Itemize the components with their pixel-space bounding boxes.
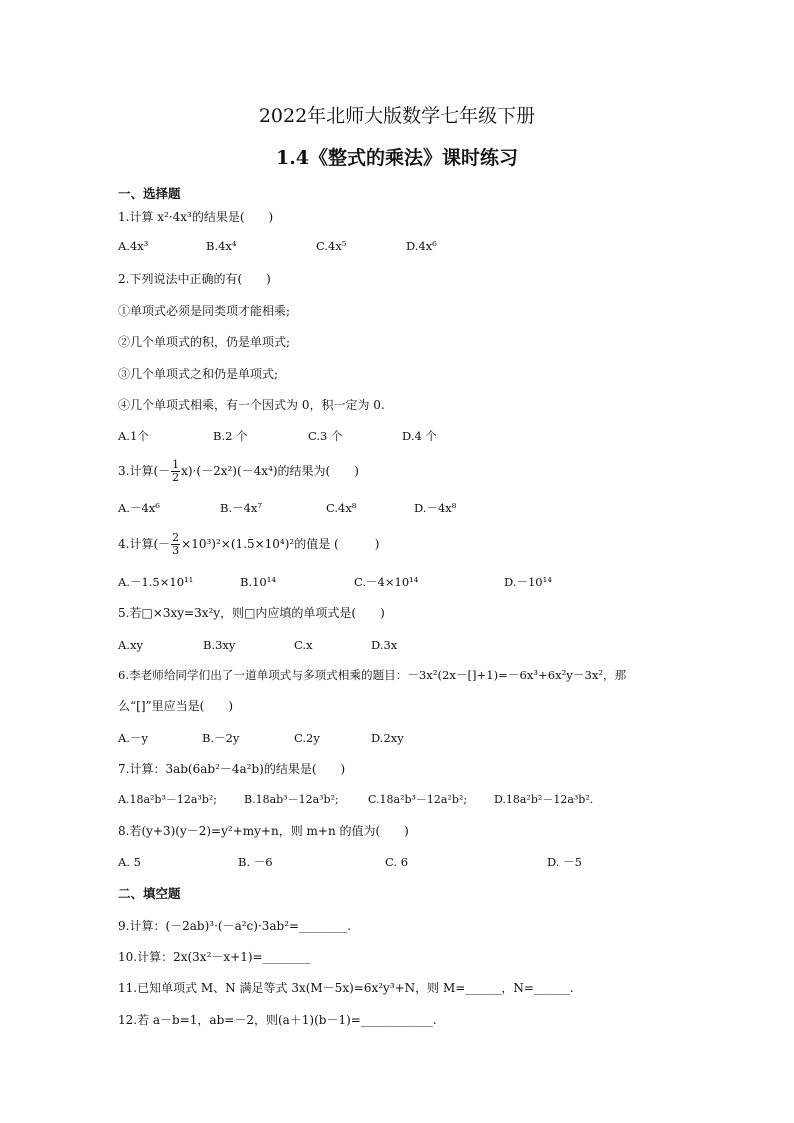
question-3-stem-suffix: x)·(－2x²)(－4x⁴)的结果为( ) [181, 464, 359, 478]
question-9: 9.计算：(－2ab)³·(－a²c)·3ab²=________. [118, 919, 351, 933]
question-1-stem: 1.计算 x²·4x³的结果是( ) [118, 210, 274, 224]
question-4-option-a: A.－1.5×10¹¹ [118, 575, 194, 589]
question-2-statement-3: ③几个单项式之和仍是单项式; [118, 367, 279, 381]
question-10: 10.计算：2x(3x²－x+1)=________ [118, 950, 311, 964]
question-2-statement-4: ④几个单项式相乘，有一个因式为 0，积一定为 0. [118, 398, 385, 412]
question-7-option-b: B.18ab³－12a³b²; [244, 793, 339, 806]
question-4-stem [118, 530, 379, 558]
question-7-option-d: D.18a²b²－12a³b². [494, 793, 594, 806]
question-6-stem-line-2: 么“[]”里应当是( ) [118, 699, 233, 713]
question-2-statement-2: ②几个单项式的积，仍是单项式; [118, 335, 291, 349]
question-6-option-c: C.2y [294, 731, 320, 745]
question-7-stem: 7.计算：3ab(6ab²－4a²b)的结果是( ) [118, 762, 346, 776]
question-5-option-b: B.3xy [203, 638, 236, 652]
question-2-option-a: A.1个 [118, 429, 149, 443]
question-8-option-b: B. －6 [238, 855, 273, 869]
question-8-option-d: D. －5 [547, 855, 582, 869]
question-1-option-d: D.4x⁶ [406, 239, 437, 253]
question-5-option-c: C.x [294, 638, 313, 652]
question-3-option-d: D.－4x⁸ [414, 501, 457, 515]
question-4-option-b: B.10¹⁴ [240, 575, 276, 589]
question-8-option-a: A. 5 [118, 855, 141, 869]
question-12: 12.若 a－b=1，ab=－2，则(a＋1)(b－1)=____________. [118, 1013, 437, 1027]
question-8-option-c: C. 6 [385, 855, 409, 869]
fraction-two-thirds [171, 532, 180, 557]
document-subtitle: 1.4《整式的乘法》课时练习 [275, 147, 519, 169]
question-3-option-b: B.－4x⁷ [220, 501, 263, 515]
question-5-stem: 5.若□×3xy=3x²y，则□内应填的单项式是( ) [118, 606, 385, 620]
question-2-option-c: C.3 个 [308, 429, 343, 443]
document-title: 2022年北师大版数学七年级下册 [258, 105, 536, 127]
question-4-stem-suffix: ×10³)²×(1.5×10⁴)²的值是 ( ) [181, 537, 380, 551]
question-4-option-c: C.－4×10¹⁴ [354, 575, 419, 589]
question-8-stem: 8.若(y+3)(y－2)=y²+my+n，则 m+n 的值为( ) [118, 824, 409, 838]
question-2-option-b: B.2 个 [213, 429, 248, 443]
fraction-numerator: 1 [172, 458, 180, 471]
question-5-option-a: A.xy [118, 638, 143, 652]
question-1-option-c: C.4x⁵ [316, 239, 347, 253]
question-3-stem-prefix: 3.计算(－ [118, 464, 171, 478]
fraction-one-half [171, 459, 180, 484]
question-3-option-c: C.4x⁸ [326, 501, 357, 515]
question-4-option-d: D.－10¹⁴ [504, 575, 552, 589]
question-7-option-a: A.18a²b³－12a³b²; [118, 793, 217, 806]
question-6-option-d: D.2xy [371, 731, 404, 745]
section-heading-fill-blank: 二、填空题 [118, 886, 181, 901]
fraction-denominator: 3 [172, 544, 180, 557]
question-1-option-b: B.4x⁴ [206, 239, 237, 253]
question-5-option-d: D.3x [371, 638, 398, 652]
question-6-option-a: A.－y [118, 731, 148, 745]
question-2-statement-1: ①单项式必须是同类项才能相乘; [118, 304, 291, 318]
section-heading-choice: 一、选择题 [118, 186, 181, 201]
question-4-stem-prefix: 4.计算(－ [118, 537, 171, 551]
question-3-stem [118, 457, 359, 485]
question-11: 11.已知单项式 M、N 满足等式 3x(M－5x)=6x²y³+N，则 M=______，N=______. [118, 981, 574, 995]
fraction-denominator: 2 [172, 471, 180, 484]
question-3-option-a: A.－4x⁶ [118, 501, 160, 515]
question-6-stem-line-1: 6.李老师给同学们出了一道单项式与多项式相乘的题目：－3x²(2x－[]+1)=－6x³+6x²y－3x²，那 [118, 668, 627, 682]
question-2-stem: 2.下列说法中正确的有( ) [118, 272, 271, 286]
fraction-numerator: 2 [172, 531, 180, 544]
question-1-option-a: A.4x³ [118, 239, 149, 253]
question-6-option-b: B.－2y [202, 731, 240, 745]
question-2-option-d: D.4 个 [402, 429, 437, 443]
question-7-option-c: C.18a²b³－12a²b²; [368, 793, 468, 806]
